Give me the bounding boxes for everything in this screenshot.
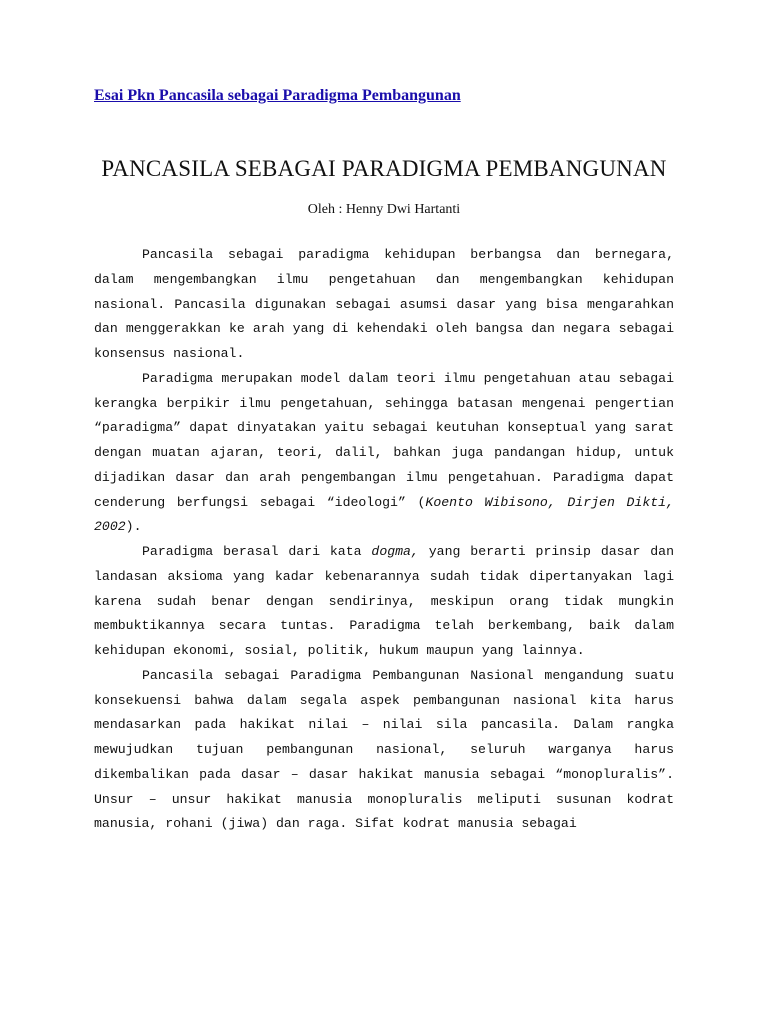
paragraph-3-continuation: yang berarti prinsip dasar dan landasan aksioma yang kadar kebenarannya sudah tidak dipertanyakan lagi karena sudah benar dengan sendirinya, meskipun orang tidak mungkin membuktikannya secara tuntas. Paradigma telah berkembang, baik dalam kehidupan ekonomi, sosial, politik, hukum maupun yang lainnya. <box>94 544 674 658</box>
paragraph-3-text: Paradigma berasal dari kata <box>142 544 372 559</box>
document-body <box>94 243 674 837</box>
paragraph-1: Pancasila sebagai paradigma kehidupan berbangsa dan bernegara, dalam mengembangkan ilmu pengetahuan dan mengembangkan kehidupan nasional. Pancasila digunakan sebagai asumsi dasar yang bisa mengarahkan dan menggerakkan ke arah yang di kehendaki oleh bangsa dan negara sebagai konsensus nasional. <box>94 247 674 361</box>
paragraph-2 <box>94 367 674 540</box>
paragraph-4: Pancasila sebagai Paradigma Pembangunan Nasional mengandung suatu konsekuensi bahwa dalam segala aspek pembangunan nasional kita harus mendasarkan pada hakikat nilai – nilai sila pancasila. Dalam rangka mewujudkan tujuan pembangunan nasional, seluruh warganya harus dikembalikan pada dasar – dasar hakikat manusia sebagai “monopluralis”. Unsur – unsur hakikat manusia monopluralis meliputi susunan kodrat manusia, rohani (jiwa) dan raga. Sifat kodrat manusia sebagai <box>94 667 674 832</box>
citation: Koento Wibisono, Dirjen Dikti, 2002 <box>94 494 674 535</box>
document-title-link[interactable]: Esai Pkn Pancasila sebagai Paradigma Pembangunan <box>94 87 461 104</box>
paragraph-3 <box>94 540 674 664</box>
author-line: Oleh : Henny Dwi Hartanti <box>307 202 461 217</box>
emphasis-term: dogma, <box>371 544 419 559</box>
paragraph-2-closing: ). <box>125 519 142 535</box>
paragraph-2-text: Paradigma merupakan model dalam teori ilmu pengetahuan atau sebagai kerangka berpikir ilmu pengetahuan, sehingga batasan mengenai pengertian “paradigma” dapat dinyatakan yaitu sebagai keutuhan konseptual yang sarat dengan muatan ajaran, teori, dalil, bahkan juga pandangan hidup, untuk dijadikan dasar dan arah pengembangan ilmu pengetahuan. Paradigma dapat cenderung berfungsi sebagai “ideologi” ( <box>94 370 674 510</box>
document-heading: PANCASILA SEBAGAI PARADIGMA PEMBANGUNAN <box>101 156 667 181</box>
